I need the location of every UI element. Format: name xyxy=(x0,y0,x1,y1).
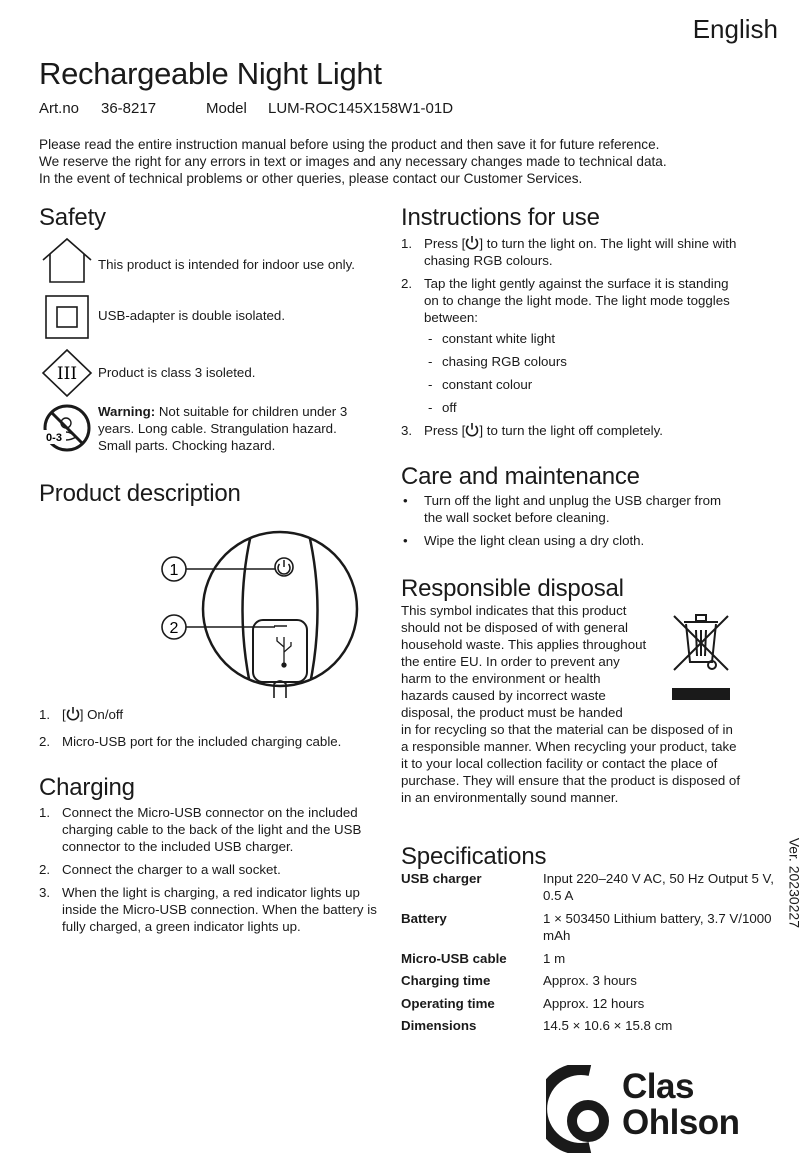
charging-list xyxy=(39,804,377,941)
safety-indoor-text: This product is intended for indoor use only. xyxy=(98,257,355,272)
mode-item: - off xyxy=(428,400,457,415)
house-icon xyxy=(41,236,93,284)
list-item: • Turn off the light and unplug the USB charger from the wall socket before cleaning. xyxy=(403,493,722,525)
page-title: Rechargeable Night Light xyxy=(39,56,382,91)
intro-line: Please read the entire instruction manual before using the product and then save it for future reference. xyxy=(39,137,660,152)
clas-ohlson-logo xyxy=(546,1065,761,1155)
art-value: 36-8217 xyxy=(101,100,157,117)
brand-line-2: Ohlson xyxy=(622,1103,740,1142)
specifications-heading: Specifications xyxy=(401,843,547,870)
safety-class3 xyxy=(39,348,369,398)
brand-line-1: Clas xyxy=(622,1067,694,1106)
svg-text:III: III xyxy=(56,364,78,384)
mode-item: - chasing RGB colours xyxy=(428,354,567,369)
list-item: 2. Tap the light gently against the surface it is standing on to change the light mode. The light mode toggles between: - constant white light - chasing RGB colours - constant colour - off xyxy=(401,275,741,416)
age-label: 0-3 xyxy=(46,432,62,444)
usb-port-cover xyxy=(253,620,307,682)
safety-double xyxy=(39,295,369,341)
class-3-icon xyxy=(41,348,93,398)
callout-2: 2 xyxy=(169,620,179,637)
power-icon xyxy=(465,235,479,250)
product-illustration xyxy=(150,526,370,698)
list-item: 3. Press [ ] to turn the light off completely. xyxy=(401,423,663,438)
product-parts-list xyxy=(39,706,379,756)
double-insulation-icon xyxy=(45,295,89,339)
disposal-heading: Responsible disposal xyxy=(401,575,624,602)
list-item: 1. [ ] On/off xyxy=(39,707,124,722)
intro-text xyxy=(39,136,779,187)
version-label: Ver. 20230227 xyxy=(786,837,802,928)
mode-item: - constant white light xyxy=(428,331,556,346)
list-item: 2. Connect the charger to a wall socket. xyxy=(39,862,281,877)
weee-crossed-bin-icon xyxy=(670,610,732,702)
instructions-heading: Instructions for use xyxy=(401,204,600,231)
safety-class3-text: Product is class 3 isoleted. xyxy=(98,365,256,380)
brand-mark-icon xyxy=(546,1065,618,1153)
safety-heading: Safety xyxy=(39,204,106,231)
list-item: 1. Connect the Micro-USB connector on the included charging cable to the back of the light and the USB connector to the included USB charger. xyxy=(39,805,362,854)
charging-heading: Charging xyxy=(39,774,135,801)
model-label: Model xyxy=(206,100,247,117)
safety-double-text: USB-adapter is double isolated. xyxy=(98,308,286,323)
intro-line: We reserve the right for any errors in text or images and any necessary changes made to technical data. xyxy=(39,154,667,169)
list-item: • Wipe the light clean using a dry cloth. xyxy=(403,533,645,548)
power-icon xyxy=(66,706,80,721)
disposal-text: in for recycling so that the material can be disposed of in a responsible manner. When recycling your product, take it to your local collection facility or contact the place of purchase. They will ensure that the product is disposed of in an environmentally sound manner. xyxy=(401,722,741,805)
list-item: 3. When the light is charging, a red indicator lights up inside the Micro-USB connection. When the battery is fully charged, a green indicator lights up. xyxy=(39,885,377,934)
model-value: LUM-ROC145X158W1-01D xyxy=(268,100,454,117)
art-label: Art.no xyxy=(39,100,80,117)
product-description-heading: Product description xyxy=(39,480,241,507)
care-list xyxy=(401,492,741,555)
list-item: 1. Press [ ] to turn the light on. The light will shine with chasing RGB colours. xyxy=(401,236,737,268)
warning-body: Not suitable for children under 3 years. Long cable. Strangulation hazard. Small parts. Chocking hazard. xyxy=(98,404,348,453)
warning-bold: Warning: xyxy=(98,404,156,419)
no-children-icon xyxy=(42,403,92,453)
care-heading: Care and maintenance xyxy=(401,463,640,490)
light-outline xyxy=(203,532,357,686)
power-icon xyxy=(465,422,479,437)
intro-line: In the event of technical problems or other queries, please contact our Customer Services. xyxy=(39,171,583,186)
callout-1: 1 xyxy=(169,562,179,579)
article-info xyxy=(39,100,453,117)
safety-warning-text xyxy=(98,403,373,454)
instructions-list xyxy=(401,235,741,445)
mode-list xyxy=(424,330,741,416)
safety-warning xyxy=(39,403,369,455)
usb-icon xyxy=(277,637,291,667)
mode-item: - constant colour xyxy=(428,377,533,392)
safety-indoor xyxy=(39,236,369,286)
language-label: English xyxy=(692,14,778,44)
disposal-text-wrapped: This symbol indicates that this product should not be disposed of with general household waste. This applies throughout the entire EU. In order to prevent any harm to the environment or health hazards caused by incorrect waste disposal, the product must be handed xyxy=(401,603,647,720)
list-item: 2. Micro-USB port for the included charging cable. xyxy=(39,734,342,749)
